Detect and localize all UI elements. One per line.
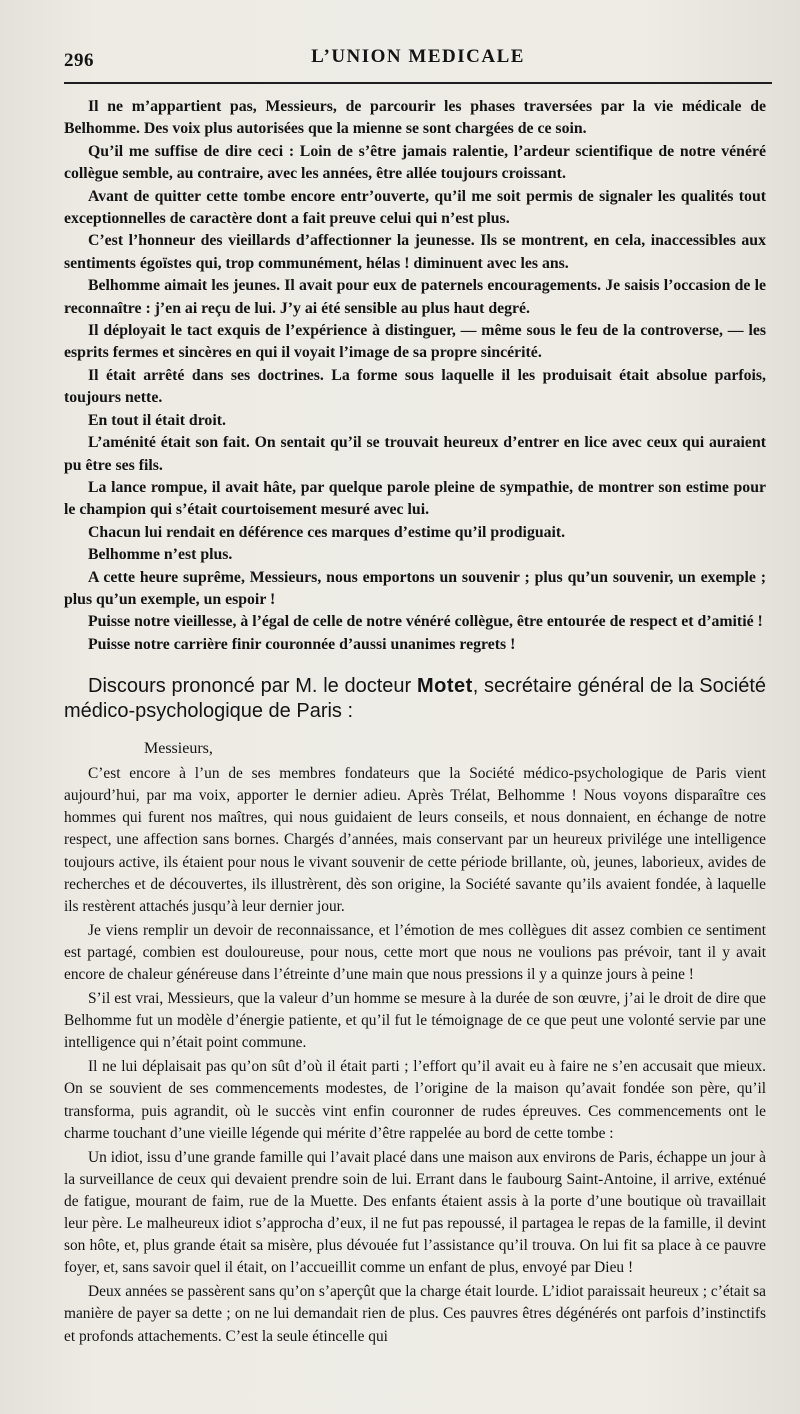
tribute-text [64,96,766,656]
paragraph: C’est l’honneur des vieillards d’affectionner la jeunesse. Ils se montrent, en cela, inaccessibles aux sentiments égoïstes qui, trop communément, hélas ! diminuent avec les ans. [64,232,766,272]
paragraph: En tout il était droit. [88,411,226,429]
paragraph: Puisse notre carrière finir couronnée d’aussi unanimes regrets ! [88,635,516,653]
salutation: Messieurs, [144,740,213,758]
paragraph: Belhomme n’est plus. [88,546,233,564]
paragraph: Il ne m’appartient pas, Messieurs, de parcourir les phases traversées par la vie médicale de Belhomme. Des voix plus autorisées que la mienne se sont chargées de ce soin. [64,98,766,138]
paragraph: La lance rompue, il avait hâte, par quelque parole pleine de sympathie, de montrer son estime pour le champion qui s’était courtoisement mesuré avec lui. [64,478,766,519]
speech-heading-suffix: , secrétaire général de la Société médico-psychologique de Paris : [64,675,767,723]
paragraph: Il était arrêté dans ses doctrines. La forme sous laquelle il les produisait était absolue parfois, toujours nette. [64,366,766,407]
running-header [64,40,772,84]
paragraph: Il déployait le tact exquis de l’expérience à distinguer, — même sous le feu de la controverse, — les esprits fermes et sincères en qui il voyait l’image de sa propre sincérité. [64,322,766,362]
paragraph: Avant de quitter cette tombe encore entr’ouverte, qu’il me soit permis de signaler les qualités tout exceptionnelles de caractère dont a fait preuve celui qui n’est plus. [64,187,766,228]
speech-heading [64,674,766,724]
journal-title: L’UNION MEDICALE [311,46,525,67]
paragraph: S’il est vrai, Messieurs, que la valeur d’un homme se mesure à la durée de son œuvre, j’ai le droit de dire que Belhomme fut un modèle d’énergie patiente, et qu’il fut le témoignage de ce que peut une volonté servie par une intelligence qui n’était point commune. [64,990,766,1052]
speech-heading-prefix: Discours prononcé par M. le docteur [88,675,412,698]
paragraph: Chacun lui rendait en déférence ces marques d’estime qu’il prodiguait. [88,523,566,541]
paragraph: A cette heure suprême, Messieurs, nous emportons un souvenir ; plus qu’un souvenir, un exemple ; plus qu’un exemple, un espoir ! [64,568,766,608]
page-number: 296 [64,50,94,71]
paragraph: L’aménité était son fait. On sentait qu’il se trouvait heureux d’entrer en lice avec ceux qui auraient pu être ses fils. [64,434,766,474]
paragraph: C’est encore à l’un de ses membres fondateurs que la Société médico-psychologique de Paris vient aujourd’hui, par ma voix, apporter le dernier adieu. Après Trélat, Belhomme ! Nous voyons disparaître ces hommes qui furent nos maîtres, qui nous guidaient de leurs conseils, et nous donnaient, en échange de notre respect, une affection sans bornes. Chargés d’années, mais conservant par un heureux privilége une intelligence toujours active, ils étaient pour nous le vivant souvenir de cette période brillante, où, jeunes, laborieux, avides de recherches et de découvertes, ils illustrèrent, dès son origine, la Société savante qu’ils avaient fondée, à laquelle ils restèrent attachés jusqu’à leur dernier jour. [64,765,766,915]
paragraph: Je viens remplir un devoir de reconnaissance, et l’émotion de mes collègues dit assez combien ce sentiment est partagé, combien est douloureuse, pour nous, cette mort que nous ne voulions pas prévoir, tant il y avait encore de chaleur généreuse dans l’étreinte d’une main que nous pressions il y a quinze jours à peine ! [64,921,766,983]
paragraph: Un idiot, issu d’une grande famille qui l’avait placé dans une maison aux environs de Paris, échappe un jour à la surveillance de ceux qui devaient prendre soin de lui. Errant dans le faubourg Saint-Antoine, il arrive, exténué de fatigue, mourant de faim, rue de la Muette. Des enfants étaient assis à la porte d’une boutique où travaillait leur père. Le malheureux idiot s’approcha d’eux, il ne fut pas repoussé, il partagea le repas de la famille, il devint son hôte, et, plus grande était sa misère, plus dévouée fut l’assistance qu’il trouva. On lui fit sa place à ce pauvre foyer, et, sans savoir quel il était, on l’accueillit comme un enfant de plus, envoyé par Dieu ! [64,1148,766,1277]
paragraph: Qu’il me suffise de dire ceci : Loin de s’être jamais ralentie, l’ardeur scientifique de notre vénéré collègue semble, au contraire, avec les années, être allée toujours croissant. [64,142,766,183]
paragraph: Il ne lui déplaisait pas qu’on sût d’où il était parti ; l’effort qu’il avait eu à faire ne s’en accusait que mieux. On se souvient de ses commencements modestes, de l’origine de la maison qu’avait fondée son père, qu’il transforma, puis agrandit, où le succès vint enfin couronner de rudes épreuves. Ces commencements ont le charme touchant d’une vieille légende qui mérite d’être rappelée au bord de cette tombe : [64,1058,766,1142]
paragraph: Deux années se passèrent sans qu’on s’aperçût que la charge était lourde. L’idiot paraissait heureux ; c’était sa manière de payer sa dette ; on ne lui demandait rien de plus. Ces pauvres êtres dégénérés ont parfois d’instinctifs et profonds attachements. C’est la seule étincelle qui [64,1283,766,1345]
paragraph: Belhomme aimait les jeunes. Il avait pour eux de paternels encouragements. Je saisis l’occasion de le reconnaître : j’en ai reçu de lui. J’y ai été sensible au plus haut degré. [64,277,766,317]
speaker-name: Motet [416,675,473,698]
paragraph: Puisse notre vieillesse, à l’égal de celle de notre vénéré collègue, être entourée de respect et d’amitié ! [88,613,763,631]
speech-text [64,763,766,1347]
